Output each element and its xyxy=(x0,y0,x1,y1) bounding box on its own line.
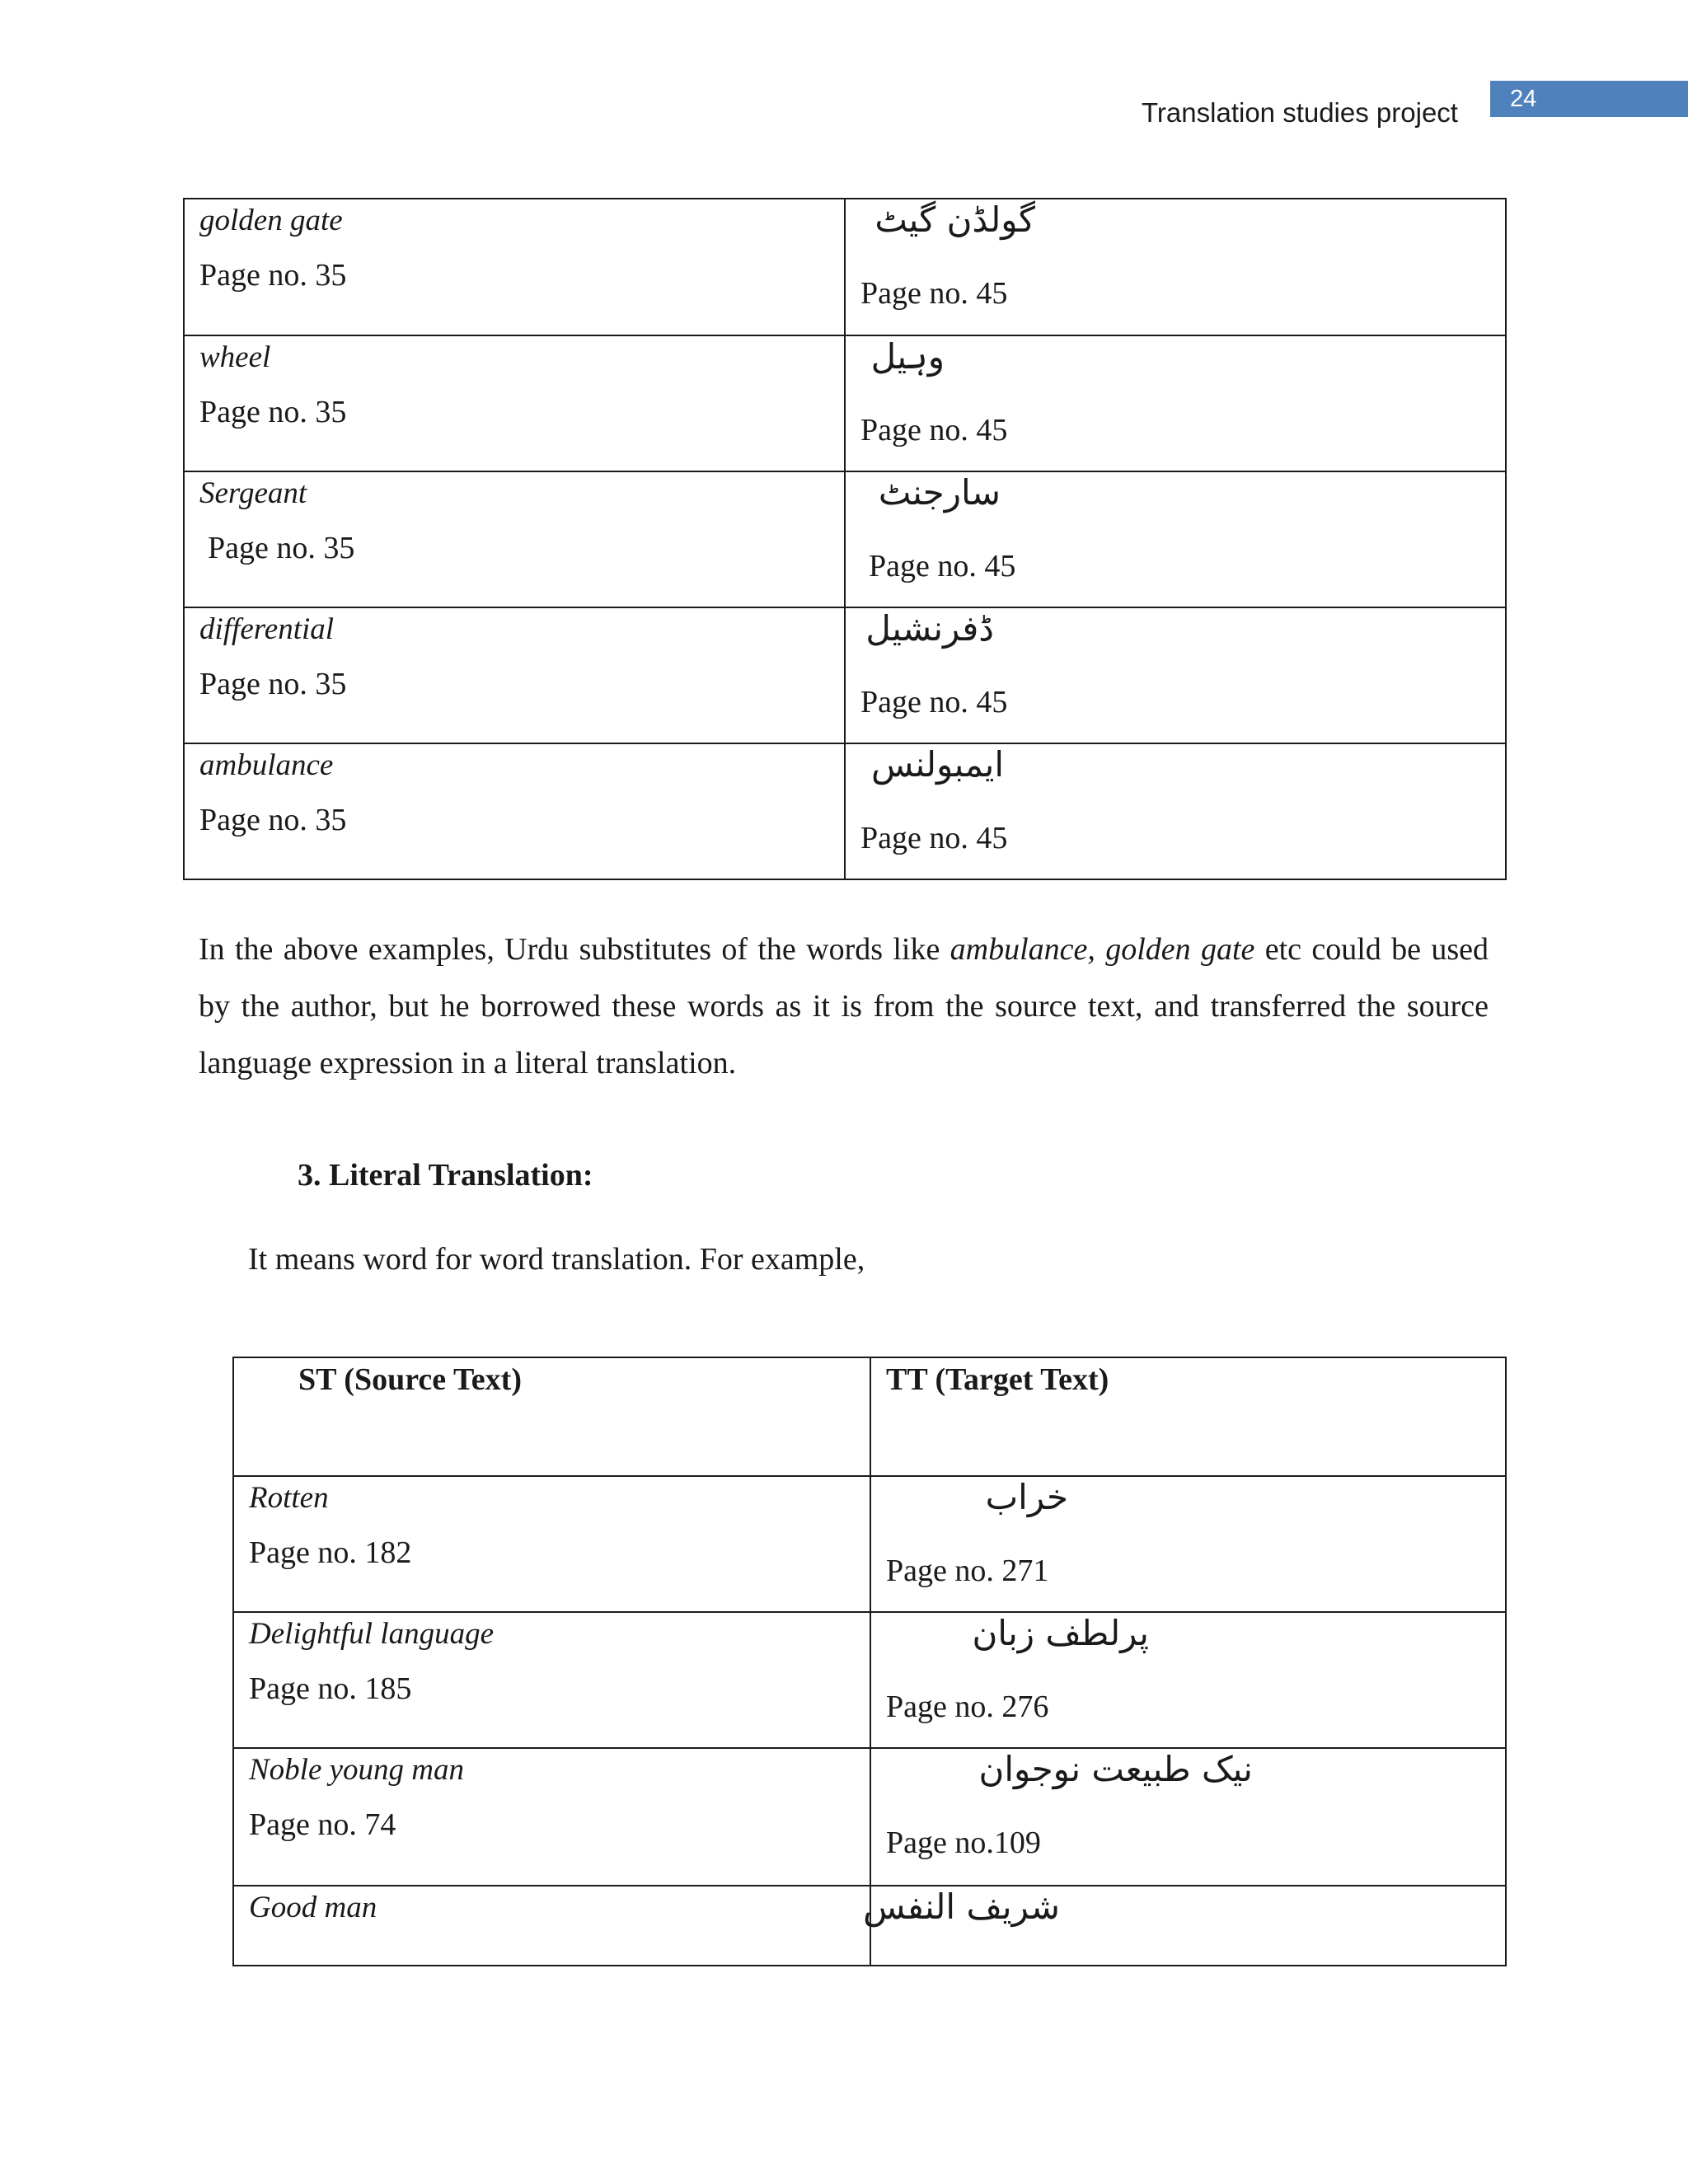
urdu-term: وہیل xyxy=(870,336,945,377)
source-page: Page no. 182 xyxy=(249,1535,412,1570)
source-page: Page no. 35 xyxy=(208,531,355,565)
source-page: Page no. 74 xyxy=(249,1807,396,1842)
source-page: Page no. 35 xyxy=(199,667,347,701)
column-header-target: TT (Target Text) xyxy=(886,1362,1109,1397)
source-term: Good man xyxy=(249,1891,377,1924)
source-page: Page no. 35 xyxy=(199,258,347,293)
table-row xyxy=(233,1886,1506,1966)
source-term: Sergeant xyxy=(199,476,307,510)
target-cell xyxy=(845,199,1506,335)
source-page: Page no. 185 xyxy=(249,1671,412,1706)
table-row xyxy=(184,743,1506,879)
paragraph-italic-terms: ambulance, golden gate xyxy=(950,932,1255,967)
source-page: Page no. 35 xyxy=(199,395,347,429)
source-term: differential xyxy=(199,612,335,646)
urdu-term: سارجنٹ xyxy=(878,472,1001,513)
header-cell-source xyxy=(233,1357,870,1476)
urdu-term: گولڈن گیٹ xyxy=(874,199,1035,240)
source-cell xyxy=(184,199,845,335)
source-term: ambulance xyxy=(199,748,334,782)
target-page: Page no. 45 xyxy=(860,821,1008,855)
target-page: Page no. 45 xyxy=(860,276,1008,311)
source-term: Noble young man xyxy=(249,1753,465,1787)
explanation-paragraph xyxy=(199,921,1489,1092)
urdu-term: خراب xyxy=(985,1477,1068,1517)
source-term: wheel xyxy=(199,340,271,374)
source-cell xyxy=(184,471,845,607)
source-term: golden gate xyxy=(199,204,343,237)
target-page: Page no. 45 xyxy=(860,685,1008,719)
source-page: Page no. 35 xyxy=(199,803,347,837)
borrowing-examples-table xyxy=(183,198,1507,880)
urdu-term: پرلطف زبان xyxy=(972,1613,1149,1653)
target-cell xyxy=(845,743,1506,879)
section-heading: 3. Literal Translation: xyxy=(298,1158,593,1193)
target-page: Page no. 45 xyxy=(860,413,1008,448)
target-page: Page no. 271 xyxy=(886,1554,1049,1588)
paragraph-text-end: etc could be used by the author, but he borrowed these words as it is from the source text, and transferred the source language expression in a literal translation. xyxy=(199,932,1489,1080)
source-cell xyxy=(233,1886,870,1966)
paragraph-text-start: In the above examples, Urdu substitutes of the words like xyxy=(199,932,950,967)
table-row xyxy=(233,1476,1506,1612)
source-cell xyxy=(184,607,845,743)
section-intro: It means word for word translation. For example, xyxy=(248,1242,865,1277)
target-page: Page no. 45 xyxy=(869,549,1016,583)
target-cell xyxy=(845,607,1506,743)
target-cell xyxy=(870,1748,1506,1886)
target-cell xyxy=(870,1476,1506,1612)
header-cell-target xyxy=(870,1357,1506,1476)
target-cell xyxy=(870,1612,1506,1748)
target-page: Page no. 276 xyxy=(886,1690,1049,1724)
target-page: Page no.109 xyxy=(886,1825,1041,1860)
table-row xyxy=(233,1748,1506,1886)
table-row xyxy=(184,471,1506,607)
source-cell xyxy=(184,743,845,879)
table-header-row xyxy=(233,1357,1506,1476)
urdu-term: ڈفرنشیل xyxy=(865,608,994,649)
source-cell xyxy=(184,335,845,471)
source-cell xyxy=(233,1748,870,1886)
source-cell xyxy=(233,1476,870,1612)
urdu-term: نیک طبیعت نوجوان xyxy=(978,1749,1253,1789)
target-cell xyxy=(845,471,1506,607)
table-row xyxy=(233,1612,1506,1748)
urdu-term: شریف النفس xyxy=(863,1886,1060,1927)
target-cell xyxy=(863,1886,1506,1966)
target-cell xyxy=(845,335,1506,471)
table-row xyxy=(184,199,1506,335)
urdu-term: ایمبولنس xyxy=(870,744,1004,785)
source-term: Delightful language xyxy=(249,1617,494,1651)
literal-translation-table xyxy=(232,1357,1507,1966)
table-row xyxy=(184,607,1506,743)
source-term: Rotten xyxy=(249,1481,329,1515)
page-number-badge: 24 xyxy=(1490,81,1688,117)
running-header-title: Translation studies project xyxy=(1142,97,1458,128)
column-header-source: ST (Source Text) xyxy=(298,1362,522,1397)
source-cell xyxy=(233,1612,870,1748)
table-row xyxy=(184,335,1506,471)
